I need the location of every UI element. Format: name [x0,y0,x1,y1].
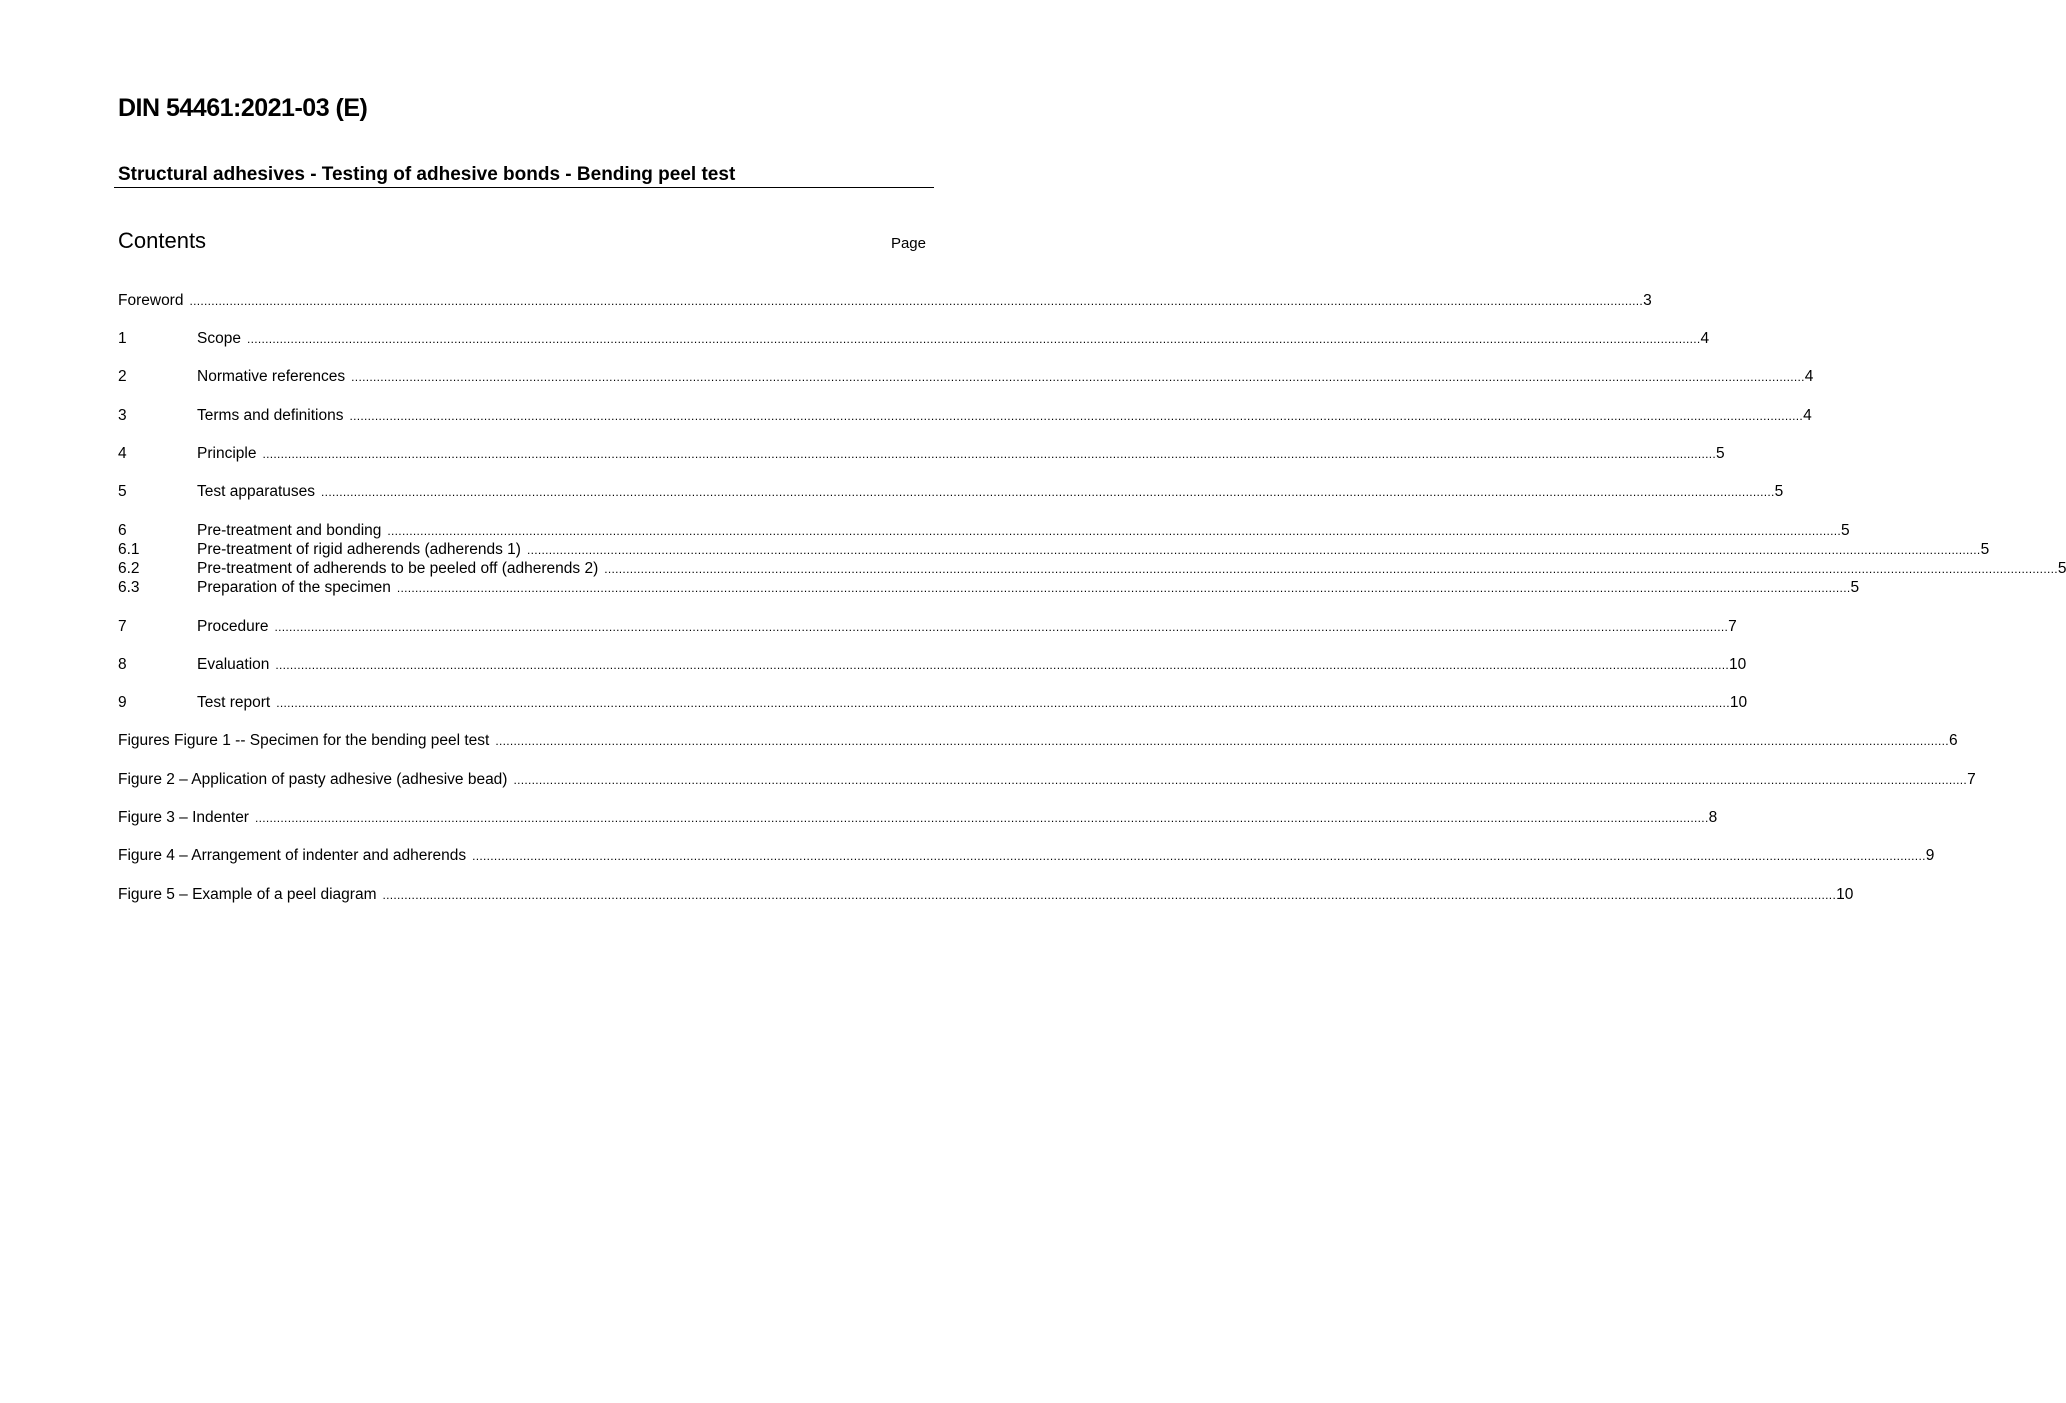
contents-heading: Contents [118,228,207,253]
toc-page: 4 [1803,407,1812,424]
toc-entry-6-1[interactable] [118,541,1990,561]
toc-entry-scope[interactable] [118,330,1710,350]
toc-title: Pre-treatment of rigid adherends (adherends 1) [197,541,521,558]
toc-title: Scope [197,330,241,347]
toc-page: 9 [1925,847,1935,864]
toc-entry-foreword[interactable] [118,292,1652,312]
toc-title: Pre-treatment of adherends to be peeled off (adherends 2) [197,560,599,577]
toc-title: Terms and definitions [197,407,344,424]
toc-number: 4 [118,445,127,462]
toc-entry-normative-references[interactable] [118,368,1814,388]
toc-number: 5 [118,483,127,500]
toc-entry-pre-treatment-and-bonding[interactable] [118,522,1850,542]
toc-leader: ................................................................................................................................................................................................................................................................................................................................................................................................................ [189,294,1644,308]
toc-number: 1 [118,330,127,347]
toc-number: 3 [118,407,127,424]
toc-number: 7 [118,618,127,635]
toc-leader: ................................................................................................................................................................................................................................................................................................................................................................................................................ [349,409,1804,423]
toc-page: 3 [1643,292,1652,309]
toc-title: Figure 3 – Indenter [118,809,249,826]
toc-leader: ................................................................................................................................................................................................................................................................................................................................................................................................................ [262,447,1717,461]
toc-entry-test-report[interactable] [118,694,1748,714]
toc-title: Figure 5 – Example of a peel diagram [118,886,377,903]
toc-entry-principle[interactable] [118,445,1725,465]
toc-entry-figure-2[interactable] [118,771,1976,791]
toc-leader: ................................................................................................................................................................................................................................................................................................................................................................................................................ [276,696,1730,710]
toc-page: 5 [1850,579,1860,596]
toc-leader: ................................................................................................................................................................................................................................................................................................................................................................................................................ [387,524,1841,538]
toc-title: Figure 4 – Arrangement of indenter and adherends [118,847,467,864]
toc-leader: ................................................................................................................................................................................................................................................................................................................................................................................................................ [321,485,1775,499]
toc-entry-test-apparatuses[interactable] [118,483,1784,503]
toc-leader: ................................................................................................................................................................................................................................................................................................................................................................................................................ [495,734,1949,748]
toc-title: Figure 2 – Application of pasty adhesive (adhesive bead) [118,771,508,788]
toc-title: Preparation of the specimen [197,579,391,596]
toc-leader: ................................................................................................................................................................................................................................................................................................................................................................................................................ [396,581,1851,595]
toc-leader: ................................................................................................................................................................................................................................................................................................................................................................................................................ [246,332,1701,346]
toc-number: 6.2 [118,560,140,577]
toc-page: 5 [1841,522,1850,539]
toc-leader: ................................................................................................................................................................................................................................................................................................................................................................................................................ [351,370,1805,384]
toc-number: 6.3 [118,579,140,596]
toc-entry-figure-3[interactable] [118,809,1718,829]
toc-number: 8 [118,656,127,673]
page-column-heading: Page [890,235,926,252]
toc-leader: ................................................................................................................................................................................................................................................................................................................................................................................................................ [382,888,1837,902]
toc-leader: ................................................................................................................................................................................................................................................................................................................................................................................................................ [274,620,1729,634]
toc-title: Evaluation [197,656,270,673]
toc-leader: ................................................................................................................................................................................................................................................................................................................................................................................................................ [513,773,1968,787]
toc-leader: ................................................................................................................................................................................................................................................................................................................................................................................................................ [254,811,1709,825]
toc-page: 5 [1774,483,1784,500]
toc-leader: ................................................................................................................................................................................................................................................................................................................................................................................................................ [275,658,1729,672]
toc-title: Test report [197,694,271,711]
toc-page: 4 [1804,368,1814,385]
toc-page: 7 [1967,771,1976,788]
document-number: DIN 54461:2021-03 (E) [118,94,368,122]
toc-entry-6-2[interactable] [118,560,2066,580]
toc-leader: ................................................................................................................................................................................................................................................................................................................................................................................................................ [604,562,2058,576]
toc-title: Test apparatuses [197,483,316,500]
toc-entry-figure-4[interactable] [118,847,1935,867]
toc-title: Principle [197,445,257,462]
toc-page: 7 [1728,618,1737,635]
toc-page: 10 [1728,656,1747,673]
toc-page: 4 [1700,330,1710,347]
toc-leader: ................................................................................................................................................................................................................................................................................................................................................................................................................ [526,543,1981,557]
toc-title: Normative references [197,368,346,385]
toc-page: 6 [1948,732,1958,749]
toc-entry-evaluation[interactable] [118,656,1747,676]
toc-page: 10 [1729,694,1748,711]
toc-page: 8 [1708,809,1718,826]
document-title: Structural adhesives - Testing of adhesive bonds - Bending peel test [118,164,736,185]
toc-number: 6.1 [118,541,140,558]
toc-number: 2 [118,368,127,385]
toc-title: Figures Figure 1 -- Specimen for the bending peel test [118,732,490,749]
toc-page: 5 [1980,541,1990,558]
toc-page: 5 [1716,445,1725,462]
toc-title: Foreword [118,292,184,309]
toc-number: 6 [118,522,127,539]
toc-entry-procedure[interactable] [118,618,1737,638]
toc-page: 10 [1836,886,1854,903]
toc-title: Pre-treatment and bonding [197,522,382,539]
toc-title: Procedure [197,618,269,635]
toc-leader: ................................................................................................................................................................................................................................................................................................................................................................................................................ [472,849,1926,863]
toc-page: 5 [2057,560,2066,577]
toc-entry-terms-and-definitions[interactable] [118,407,1812,427]
toc-entry-6-3[interactable] [118,579,1860,599]
toc-entry-figure-5[interactable] [118,886,1854,906]
toc-entry-figure-1[interactable] [118,732,1958,752]
toc-number: 9 [118,694,127,711]
title-rule [114,187,934,188]
